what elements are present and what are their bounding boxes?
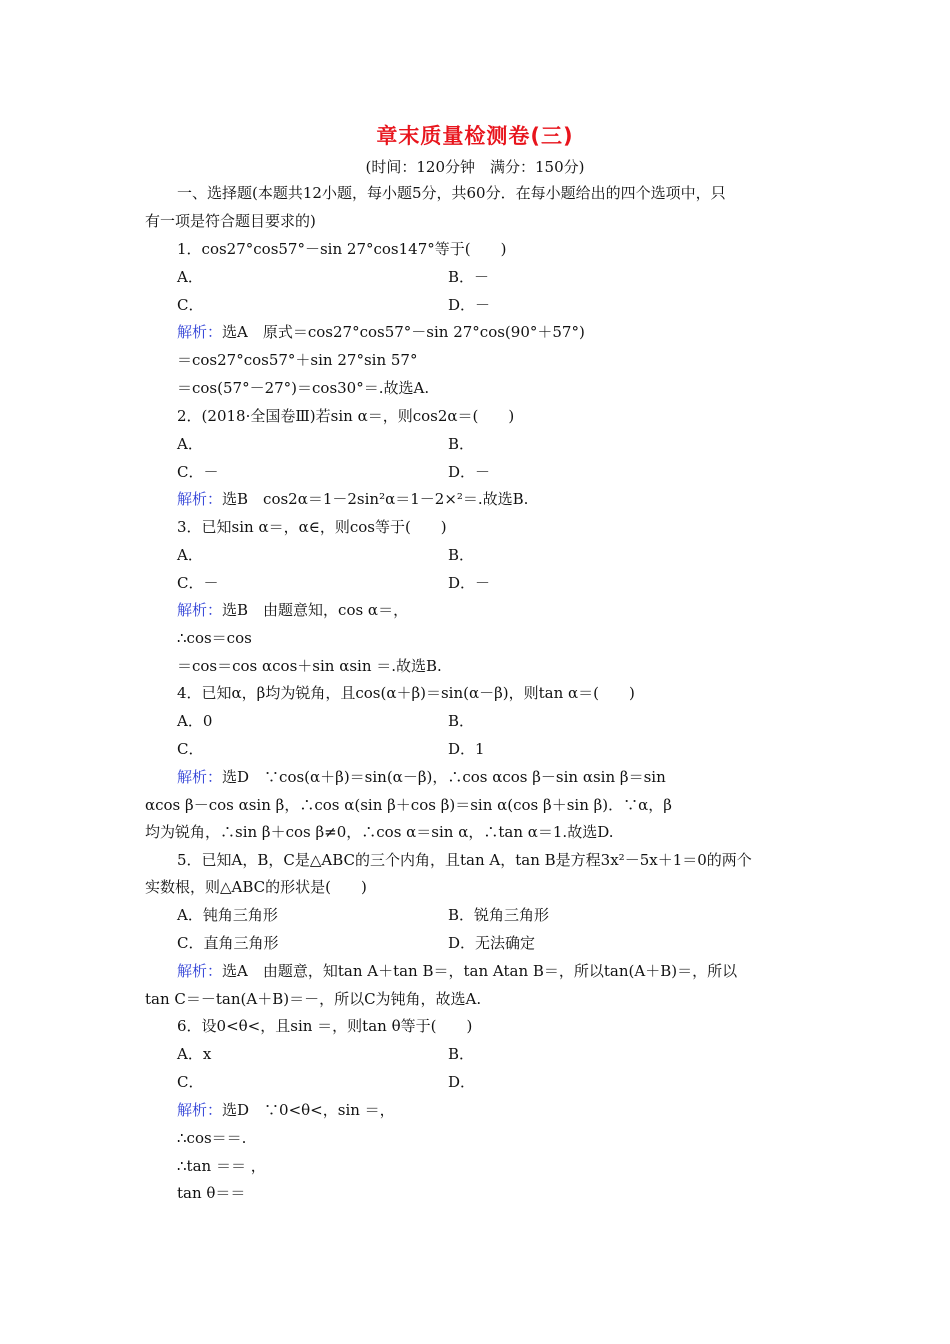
question-4-analysis-line-3: 均为锐角，∴sin β＋cos β≠0，∴cos α＝sin α，∴tan α＝1.故选D. bbox=[145, 823, 614, 841]
question-6-analysis-line-4: tan θ＝＝ bbox=[177, 1184, 246, 1202]
question-3-option-a: A． bbox=[177, 546, 203, 564]
question-6-option-a: A．x bbox=[177, 1045, 212, 1063]
analysis-text: 选A 由题意，知tan A＋tan B＝，tan Atan B＝，所以tan(A＋B)＝，所以 bbox=[222, 962, 738, 980]
question-5-stem-line-2: 实数根，则△ABC的形状是( ) bbox=[145, 878, 367, 896]
question-5-stem: 5．已知A，B，C是△ABC的三个内角，且tan A，tan B是方程3x²－5x＋1＝0的两个 bbox=[177, 851, 752, 869]
section-heading-line-2: 有一项是符合题目要求的) bbox=[145, 212, 316, 230]
analysis-text: 选D ∵cos(α＋β)＝sin(α－β)，∴cos αcos β－sin αsin β＝sin bbox=[222, 768, 666, 786]
question-6-analysis-line-2: ∴cos＝＝. bbox=[177, 1129, 247, 1147]
question-3-stem: 3．已知sin α＝，α∈，则cos等于( ) bbox=[177, 518, 447, 536]
question-3-analysis-line-3: ＝cos＝cos αcos＋sin αsin ＝.故选B. bbox=[177, 657, 442, 675]
question-5-analysis bbox=[177, 961, 737, 981]
question-4-stem: 4．已知α，β均为锐角，且cos(α＋β)＝sin(α－β)，则tan α＝( ) bbox=[177, 684, 635, 702]
question-2-option-b: B． bbox=[448, 435, 475, 453]
question-1-option-b: B．－ bbox=[448, 268, 490, 286]
question-2-option-c: C．－ bbox=[177, 463, 219, 481]
question-6-option-b: B． bbox=[448, 1045, 475, 1063]
question-1-analysis-line-2: ＝cos27°cos57°＋sin 27°sin 57° bbox=[177, 351, 418, 369]
question-1-stem: 1．cos27°cos57°－sin 27°cos147°等于( ) bbox=[177, 240, 507, 258]
question-4-option-b: B． bbox=[448, 712, 475, 730]
question-5-analysis-line-2: tan C＝－tan(A＋B)＝－，所以C为钝角，故选A. bbox=[145, 990, 482, 1008]
section-heading-line-1: 一、选择题(本题共12小题，每小题5分，共60分．在每小题给出的四个选项中，只 bbox=[177, 184, 726, 202]
question-2-option-d: D．－ bbox=[448, 463, 491, 481]
analysis-text: 选A 原式＝cos27°cos57°－sin 27°cos(90°＋57°) bbox=[222, 323, 585, 341]
question-6-analysis bbox=[177, 1100, 395, 1120]
analysis-text: 选B cos2α＝1－2sin²α＝1－2×²＝.故选B. bbox=[222, 490, 529, 508]
question-5-option-b: B．锐角三角形 bbox=[448, 906, 550, 924]
question-4-analysis bbox=[177, 767, 666, 787]
exam-info: (时间：120分钟 满分：150分) bbox=[365, 158, 585, 176]
question-4-option-a: A．0 bbox=[177, 712, 213, 730]
question-3-option-b: B． bbox=[448, 546, 475, 564]
question-4-option-d: D．1 bbox=[448, 740, 485, 758]
analysis-label: 解析： bbox=[177, 323, 223, 341]
question-5-option-d: D．无法确定 bbox=[448, 934, 536, 952]
question-3-option-c: C．－ bbox=[177, 574, 219, 592]
question-2-analysis bbox=[177, 489, 528, 509]
question-1-analysis-line-3: ＝cos(57°－27°)＝cos30°＝.故选A. bbox=[177, 379, 430, 397]
question-1-option-a: A． bbox=[177, 268, 203, 286]
question-2-stem: 2．(2018·全国卷Ⅲ)若sin α＝，则cos2α＝( ) bbox=[177, 407, 515, 425]
analysis-text: 选B 由题意知，cos α＝， bbox=[222, 601, 409, 619]
analysis-text: 选D ∵0<θ<，sin ＝， bbox=[222, 1101, 395, 1119]
question-3-analysis bbox=[177, 600, 408, 620]
question-2-option-a: A． bbox=[177, 435, 203, 453]
question-3-option-d: D．－ bbox=[448, 574, 491, 592]
question-5-option-c: C．直角三角形 bbox=[177, 934, 279, 952]
analysis-label: 解析： bbox=[177, 768, 223, 786]
question-1-option-c: C． bbox=[177, 296, 204, 314]
question-4-analysis-line-2: αcos β－cos αsin β，∴cos α(sin β＋cos β)＝sin α(cos β＋sin β)．∵α，β bbox=[145, 796, 672, 814]
analysis-label: 解析： bbox=[177, 962, 223, 980]
question-6-analysis-line-3: ∴tan ＝＝ ， bbox=[177, 1157, 266, 1175]
question-6-option-d: D． bbox=[448, 1073, 476, 1091]
analysis-label: 解析： bbox=[177, 601, 223, 619]
question-6-option-c: C． bbox=[177, 1073, 204, 1091]
question-6-stem: 6．设0<θ<，且sin ＝，则tan θ等于( ) bbox=[177, 1017, 473, 1035]
analysis-label: 解析： bbox=[177, 490, 223, 508]
question-1-analysis bbox=[177, 322, 585, 342]
question-1-option-d: D．－ bbox=[448, 296, 491, 314]
question-3-analysis-line-2: ∴cos＝cos bbox=[177, 629, 252, 647]
question-5-option-a: A．钝角三角形 bbox=[177, 906, 278, 924]
question-4-option-c: C． bbox=[177, 740, 204, 758]
page-title: 章末质量检测卷(三) bbox=[376, 124, 574, 148]
analysis-label: 解析： bbox=[177, 1101, 223, 1119]
